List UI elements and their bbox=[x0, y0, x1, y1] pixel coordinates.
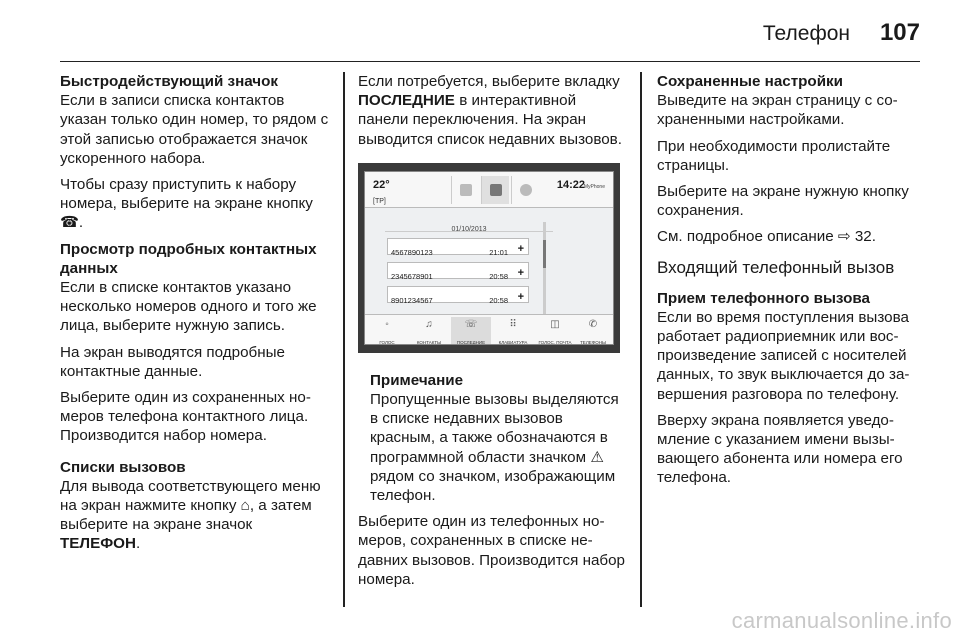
screen-top-bar bbox=[365, 172, 613, 208]
contacts-icon: ♫ bbox=[425, 318, 433, 330]
phone-icon bbox=[490, 184, 502, 196]
page-title: Телефон bbox=[762, 22, 850, 45]
paragraph-text: в интерактивной панели переключения. На экран выводится список недавних вызовов. bbox=[358, 92, 622, 148]
phone-handset-icon: ☎ bbox=[60, 214, 79, 232]
warning-triangle-icon: ⚠ bbox=[590, 448, 604, 466]
paragraph-text: Чтобы сразу приступить к набору номера, выберите на экране кнопку bbox=[60, 176, 313, 213]
paragraph-text: Выведите на экран страницу с сохраненными настройками. bbox=[657, 92, 898, 129]
paragraph bbox=[358, 72, 626, 149]
button-label: КЛАВИАТУРА bbox=[498, 339, 528, 345]
punctuation: . bbox=[135, 535, 141, 553]
button-label: ГОЛОС bbox=[379, 339, 395, 345]
list-item bbox=[387, 238, 529, 255]
voicemail-icon: ◫ bbox=[550, 318, 560, 330]
paragraph-text: , а затем выберите на экране значок bbox=[60, 497, 312, 534]
watermark: carmanualsonline.info bbox=[731, 608, 952, 633]
phone-name: MyPhone bbox=[583, 183, 605, 190]
paragraph-text: рядом со значком, изображающим телефон. bbox=[370, 467, 616, 505]
plus-icon: + bbox=[517, 266, 524, 279]
phone-tab bbox=[481, 176, 509, 204]
paragraph-text: Пропущенные вызовы выделяются в списке недавних вызовов красным, а также обозначаются в программной области значком bbox=[370, 391, 619, 466]
screen bbox=[364, 171, 614, 345]
call-time: 20:58 bbox=[489, 271, 508, 281]
bold-term: ТЕЛЕФОН bbox=[60, 535, 136, 553]
section-heading: Списки вызовов bbox=[60, 458, 186, 476]
section-heading: Сохраненные настройки bbox=[657, 73, 843, 90]
call-number: 4567890123 bbox=[391, 247, 433, 257]
page-number: 107 bbox=[879, 19, 920, 46]
clock: 14:22 bbox=[556, 178, 585, 191]
paragraph: Выберите один из телефонных номеров, сохраненных в списке недавних вызовов. Производится набор номера. bbox=[358, 513, 625, 588]
paragraph bbox=[657, 289, 927, 404]
plus-icon: + bbox=[517, 290, 524, 303]
paragraph-text: Если потребуется, выберите вкладку bbox=[358, 73, 620, 90]
scrollbar bbox=[543, 222, 546, 320]
column-3 bbox=[657, 72, 927, 495]
paragraph-text: Если в списке контактов указано несколько номеров одного и того же лица, выберите нужную запись. bbox=[60, 279, 317, 335]
paragraph: Вверху экрана появляется уведомление с указанием имени вызывающего абонента или номера его телефона. bbox=[657, 411, 903, 487]
home-icon: ⌂ bbox=[240, 497, 250, 515]
call-time: 20:58 bbox=[489, 295, 508, 305]
button-label: КОНТАКТЫ bbox=[416, 339, 442, 345]
keypad-icon: ⠿ bbox=[509, 318, 517, 330]
section-heading: Быстродействующий значок bbox=[60, 73, 279, 90]
phones-button bbox=[573, 317, 613, 345]
call-number: 8901234567 bbox=[391, 295, 433, 305]
paragraph-text: См. подробное описание bbox=[657, 228, 834, 246]
scroll-thumb bbox=[543, 240, 546, 268]
page-reference: 32. bbox=[854, 228, 876, 246]
recent-calls-icon: ☏ bbox=[464, 318, 478, 330]
paragraph bbox=[60, 240, 330, 336]
recent-button bbox=[451, 317, 491, 345]
voice-button bbox=[367, 317, 407, 345]
list-item bbox=[387, 286, 529, 303]
page-header bbox=[60, 18, 920, 62]
section-heading: Просмотр подробных контактных данных bbox=[60, 240, 317, 277]
tp-indicator: [TP] bbox=[373, 197, 386, 205]
column-2 bbox=[358, 72, 626, 596]
phones-icon: ✆ bbox=[588, 318, 598, 330]
contacts-button bbox=[409, 317, 449, 345]
keypad-button bbox=[493, 317, 533, 345]
punctuation: . bbox=[78, 214, 84, 232]
paragraph bbox=[60, 175, 330, 233]
date-header: 01/10/2013 bbox=[385, 220, 553, 232]
music-tab bbox=[451, 176, 479, 204]
note-block bbox=[370, 371, 626, 505]
call-time: 21:01 bbox=[489, 247, 508, 257]
button-label: ТЕЛЕФОНЫ bbox=[580, 339, 606, 345]
paragraph bbox=[657, 72, 927, 130]
voicemail-button bbox=[535, 317, 575, 345]
paragraph bbox=[60, 72, 330, 168]
call-number: 2345678901 bbox=[391, 271, 433, 281]
column-divider bbox=[640, 72, 642, 607]
info-tab bbox=[511, 176, 539, 204]
plus-icon: + bbox=[517, 242, 524, 255]
paragraph: При необходимости пролистайте страницы. bbox=[657, 137, 891, 174]
list-item bbox=[387, 262, 529, 279]
music-icon bbox=[460, 184, 472, 196]
bold-term: ПОСЛЕДНИЕ bbox=[358, 92, 455, 110]
infotainment-screen-illustration bbox=[358, 163, 620, 353]
paragraph: Выберите на экране нужную кнопку сохранения. bbox=[657, 183, 909, 220]
button-label: ПОСЛЕДНИЕ bbox=[456, 339, 486, 345]
info-icon bbox=[520, 184, 532, 196]
column-divider bbox=[343, 72, 345, 607]
section-heading: Прием телефонного вызова bbox=[657, 289, 870, 307]
chapter-heading: Входящий телефонный вызов bbox=[657, 257, 895, 277]
page-reference-arrow-icon: ⇨ bbox=[837, 228, 851, 246]
paragraph-text: Если в записи списка контактов указан только один номер, то рядом с этой записью отображается значок ускоренного набора. bbox=[60, 92, 329, 167]
column-1 bbox=[60, 72, 330, 561]
paragraph bbox=[657, 227, 927, 246]
paragraph-text: Для вывода соответствующего меню на экран нажмите кнопку bbox=[60, 477, 321, 515]
button-label: ГОЛОС. ПОЧТА bbox=[538, 339, 572, 345]
note-heading: Примечание bbox=[370, 371, 464, 389]
paragraph-text: Если во время поступления вызова работает радиоприемник или воспроизведение записей с носителей данных, то звук выключается до завершения разговора по телефону. bbox=[657, 308, 910, 403]
screen-bottom-bar bbox=[365, 314, 613, 344]
paragraph: На экран выводятся подробные контактные данные. bbox=[60, 343, 285, 380]
paragraph: Выберите один из сохраненных номеров телефона контактного лица. Производится набор номера. bbox=[60, 389, 311, 445]
paragraph bbox=[60, 458, 330, 554]
voice-icon: ◦ bbox=[385, 318, 389, 330]
temperature: 22° bbox=[373, 178, 390, 191]
